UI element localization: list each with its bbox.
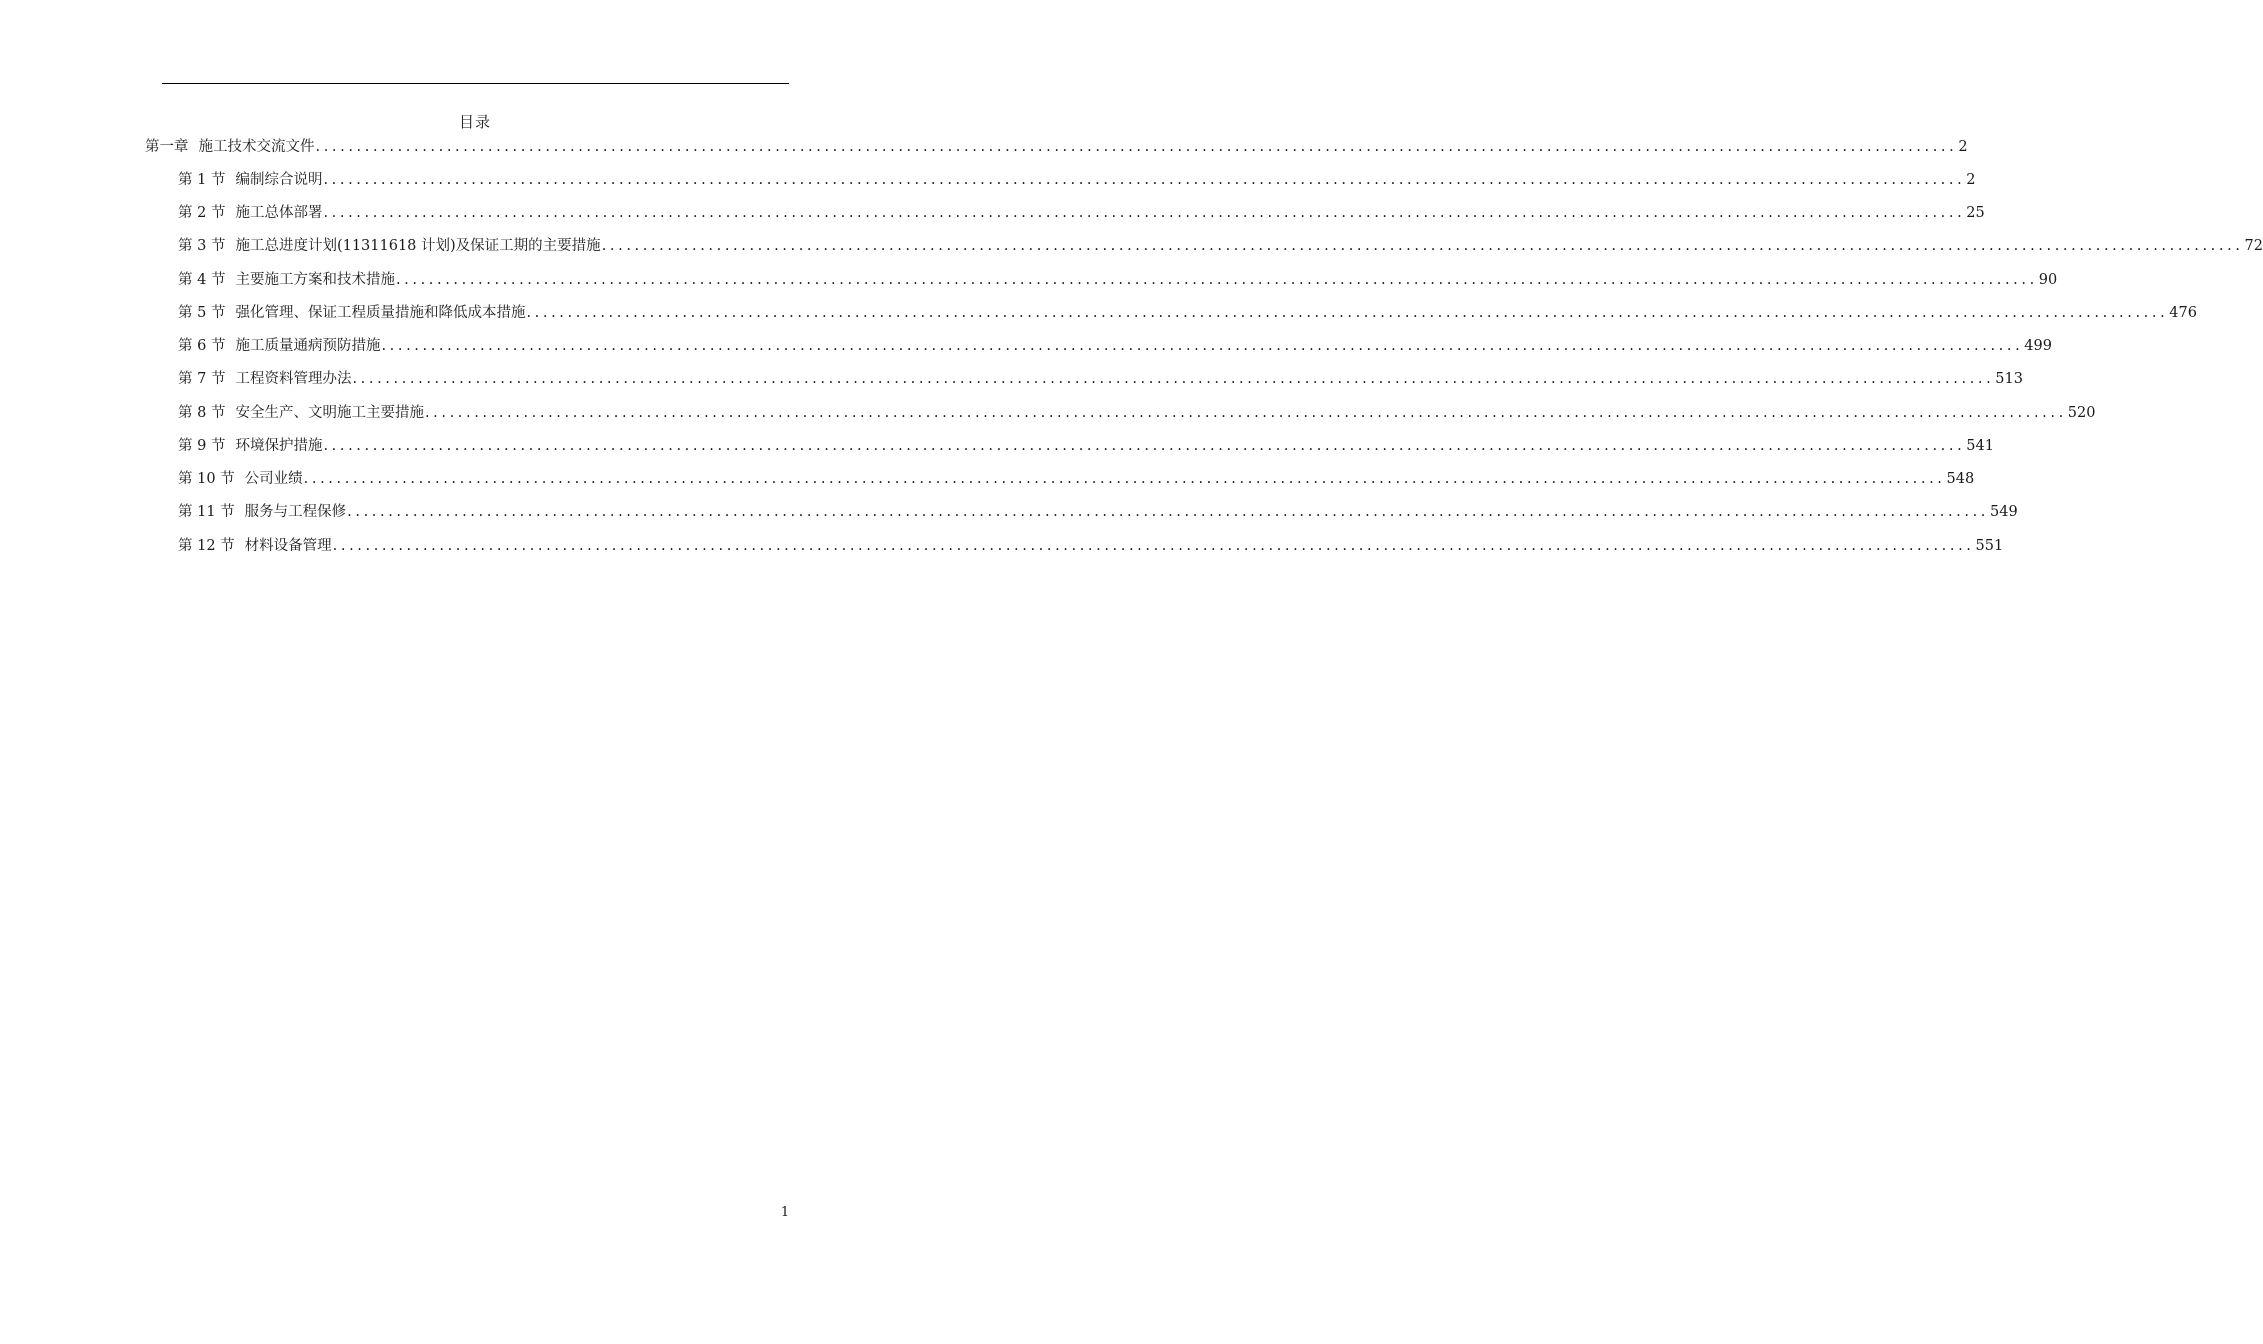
toc-entry-section-3[interactable] bbox=[178, 234, 2263, 258]
toc-entry-title: 服务与工程保修 bbox=[244, 504, 347, 520]
toc-entry-title: 强化管理、保证工程质量措施和降低成本措施 bbox=[235, 305, 526, 321]
toc-entry-page: 548 bbox=[1946, 471, 1975, 487]
toc-entry-title: 材料设备管理 bbox=[244, 538, 332, 554]
toc-entry-number: 第一章 bbox=[145, 139, 189, 155]
toc-entry-section-2[interactable] bbox=[178, 201, 1985, 225]
toc-entry-title: 施工总体部署 bbox=[235, 205, 323, 221]
toc-leader-dots: ........................................................................................................................................................................................................ bbox=[332, 538, 1975, 554]
toc-entry-chapter-1[interactable] bbox=[145, 135, 1968, 159]
toc-entry-section-7[interactable] bbox=[178, 367, 2023, 391]
toc-entry-section-4[interactable] bbox=[178, 268, 2058, 292]
toc-entry-section-6[interactable] bbox=[178, 334, 2052, 358]
toc-entry-number: 第 4 节 bbox=[178, 272, 226, 288]
toc-entry-title: 施工质量通病预防措施 bbox=[235, 338, 381, 354]
toc-leader-dots: ........................................................................................................................................................................................................ bbox=[526, 305, 2169, 321]
toc-leader-dots: ........................................................................................................................................................................................................ bbox=[381, 338, 2024, 354]
toc-entry-page: 499 bbox=[2024, 338, 2052, 354]
toc-entry-title: 施工总进度计划(11311618 计划)及保证工期的主要措施 bbox=[235, 238, 601, 254]
toc-entry-page: 90 bbox=[2038, 272, 2058, 288]
toc-leader-dots: ........................................................................................................................................................................................................ bbox=[395, 272, 2038, 288]
toc-entry-page: 476 bbox=[2169, 305, 2197, 321]
toc-leader-dots: ........................................................................................................................................................................................................ bbox=[601, 238, 2244, 254]
page-number: 1 bbox=[780, 1205, 790, 1220]
toc-entry-section-10[interactable] bbox=[178, 467, 1975, 491]
toc-entry-section-9[interactable] bbox=[178, 434, 1994, 458]
toc-entry-page: 72 bbox=[2244, 238, 2263, 254]
toc-entry-number: 第 5 节 bbox=[178, 305, 226, 321]
toc-entry-title: 工程资料管理办法 bbox=[235, 371, 352, 387]
toc-entry-section-12[interactable] bbox=[178, 534, 2004, 558]
toc-leader-dots: ........................................................................................................................................................................................................ bbox=[315, 139, 1958, 155]
toc-entry-section-11[interactable] bbox=[178, 500, 2018, 524]
toc-entry-number: 第 12 节 bbox=[178, 538, 235, 554]
toc-entry-page: 2 bbox=[1958, 139, 1968, 155]
toc-entry-page: 551 bbox=[1975, 538, 2004, 554]
toc-entry-section-5[interactable] bbox=[178, 301, 2197, 325]
toc-entry-number: 第 7 节 bbox=[178, 371, 226, 387]
toc-leader-dots: ........................................................................................................................................................................................................ bbox=[323, 438, 1966, 454]
toc-entry-page: 513 bbox=[1995, 371, 2023, 387]
toc-entry-number: 第 2 节 bbox=[178, 205, 226, 221]
toc-entry-number: 第 1 节 bbox=[178, 172, 226, 188]
toc-entry-title: 公司业绩 bbox=[244, 471, 303, 487]
toc-entry-section-1[interactable] bbox=[178, 168, 1976, 192]
toc-leader-dots: ........................................................................................................................................................................................................ bbox=[347, 504, 1989, 520]
toc-leader-dots: ........................................................................................................................................................................................................ bbox=[303, 471, 1946, 487]
toc-leader-dots: ........................................................................................................................................................................................................ bbox=[323, 172, 1966, 188]
toc-entry-page: 541 bbox=[1966, 438, 1994, 454]
toc-entry-section-8[interactable] bbox=[178, 401, 2096, 425]
toc-entry-number: 第 3 节 bbox=[178, 238, 226, 254]
toc-entry-title: 环境保护措施 bbox=[235, 438, 323, 454]
toc-entry-page: 549 bbox=[1990, 504, 2018, 520]
toc-entry-page: 520 bbox=[2067, 405, 2096, 421]
toc-entry-title: 编制综合说明 bbox=[235, 172, 323, 188]
toc-entry-number: 第 10 节 bbox=[178, 471, 235, 487]
header-rule bbox=[162, 83, 789, 84]
toc-entry-page: 2 bbox=[1966, 172, 1976, 188]
toc-entry-number: 第 11 节 bbox=[178, 504, 235, 520]
toc-entry-title: 主要施工方案和技术措施 bbox=[235, 272, 395, 288]
toc-leader-dots: ........................................................................................................................................................................................................ bbox=[352, 371, 1995, 387]
toc-entry-title: 施工技术交流文件 bbox=[198, 139, 315, 155]
toc-entry-title: 安全生产、文明施工主要措施 bbox=[235, 405, 424, 421]
toc-leader-dots: ........................................................................................................................................................................................................ bbox=[424, 405, 2067, 421]
toc-entry-number: 第 8 节 bbox=[178, 405, 226, 421]
toc-entry-page: 25 bbox=[1966, 205, 1985, 221]
toc-entry-number: 第 9 节 bbox=[178, 438, 226, 454]
toc-entry-number: 第 6 节 bbox=[178, 338, 226, 354]
toc-leader-dots: ........................................................................................................................................................................................................ bbox=[323, 205, 1966, 221]
toc-title: 目录 bbox=[458, 113, 491, 131]
